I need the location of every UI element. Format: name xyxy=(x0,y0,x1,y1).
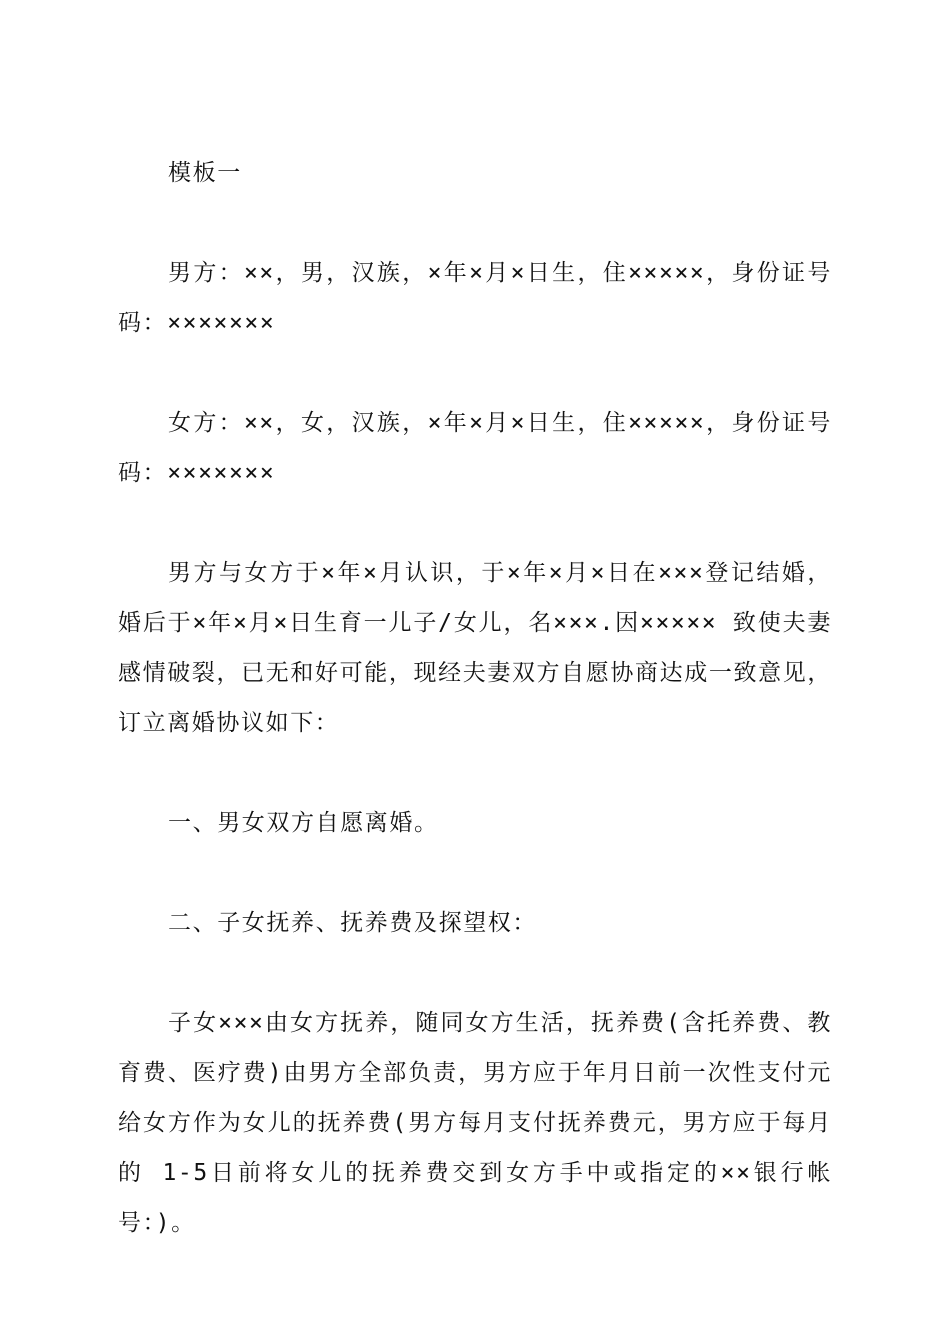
clause-one-paragraph: 一、男女双方自愿离婚。 xyxy=(168,810,439,836)
paragraph-spacer xyxy=(118,348,832,398)
paragraph-spacer xyxy=(118,498,832,548)
paragraph-spacer xyxy=(118,948,832,998)
paragraph-spacer xyxy=(118,198,832,248)
male-party-paragraph: 男方：××，男，汉族，×年×月×日生，住×××××，身份证号码：××××××× xyxy=(118,260,832,336)
marriage-background-paragraph: 男方与女方于×年×月认识，于×年×月×日在×××登记结婚，婚后于×年×月×日生育一儿子/女儿，名×××.因××××× 致使夫妻感情破裂，已无和好可能，现经夫妻双方自愿协商达成一致意见，订立离婚协议如下： xyxy=(118,560,832,736)
paragraph-spacer xyxy=(118,848,832,898)
document-body xyxy=(118,148,832,1248)
template-heading: 模板一 xyxy=(168,160,242,186)
female-party-paragraph: 女方：××，女，汉族，×年×月×日生，住×××××，身份证号码：××××××× xyxy=(118,410,832,486)
clause-two-heading: 二、子女抚养、抚养费及探望权： xyxy=(168,910,537,936)
paragraph-spacer xyxy=(118,748,832,798)
child-support-paragraph: 子女×××由女方抚养，随同女方生活，抚养费(含托养费、教育费、医疗费)由男方全部负责，男方应于年月日前一次性支付元给女方作为女儿的抚养费(男方每月支付抚养费元，男方应于每月的 1-5日前将女儿的抚养费交到女方手中或指定的××银行帐号：)。 xyxy=(118,1010,832,1236)
